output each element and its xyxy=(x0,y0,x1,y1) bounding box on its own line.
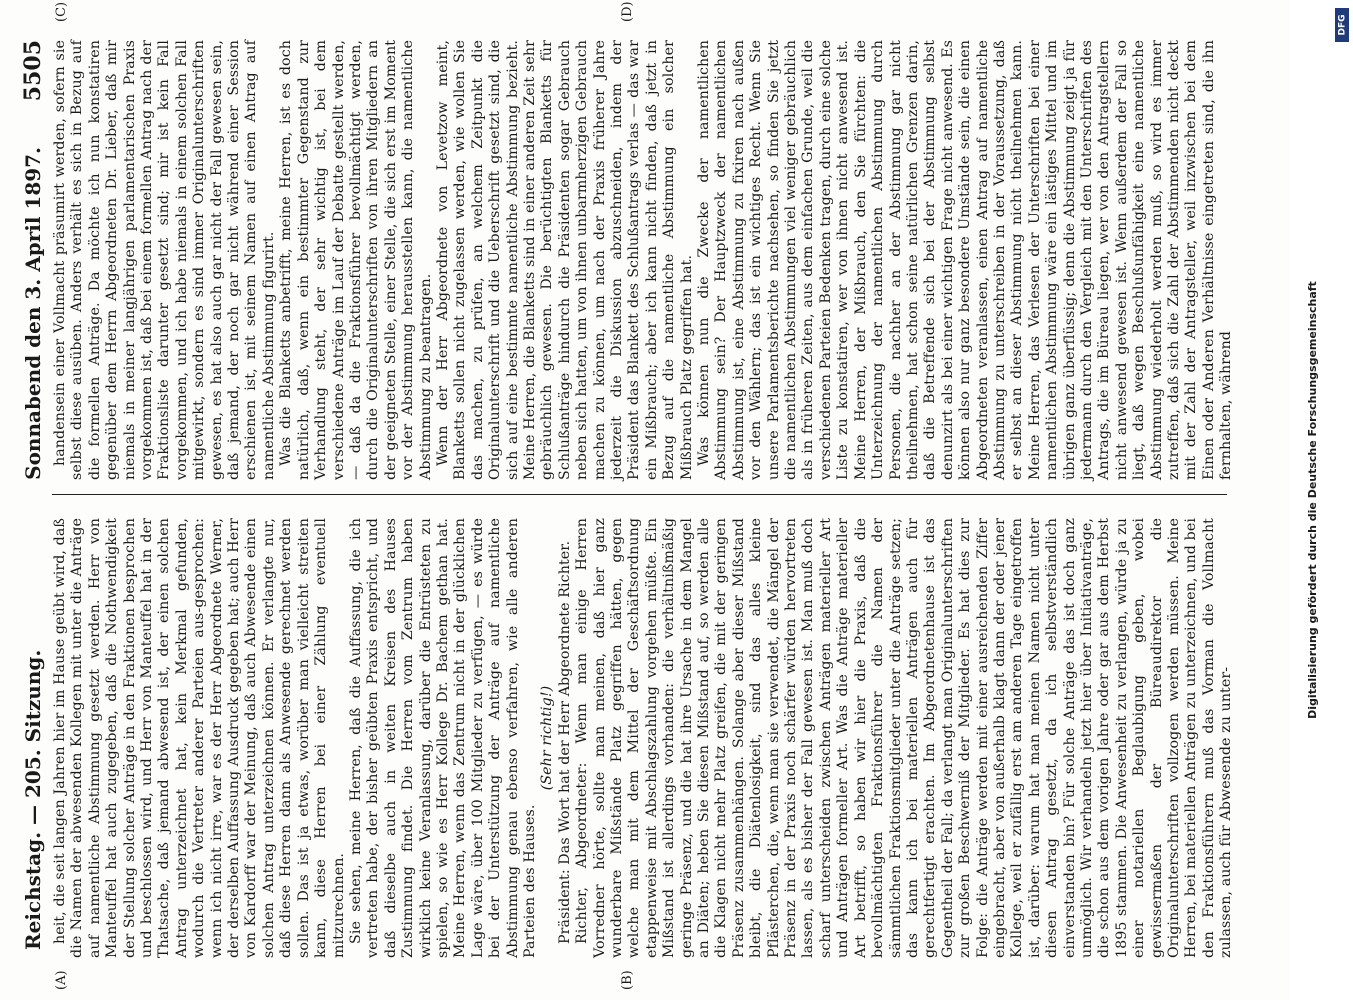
paragraph: Sie sehen, meine Herren, daß die Auffassung, die ich vertreten habe, der bisher geübten Praxis entspricht, und daß dieselbe auch in weiten Kreisen des Hauses Zustimmung findet. Die Herren vom Zentrum haben wirklich keine Veranlassung, darüber die Entrüsteten zu spielen, so wie es Herr Kollege Dr. Bachem gethan hat. Meine Herren, wenn das Zentrum nicht in der glücklichen Lage wäre, über 100 Mitglieder zu verfügen, — es würde bei der Unterstützung der Anträge auf namentliche Abstimmung genau ebenso verfahren, wie alle anderen Parteien des Hauses. xyxy=(347,518,538,958)
paragraph: heit, die seit langen Jahren hier im Hause geübt wird, daß die Namen der abwesenden Kollegen mit unter die Anträge auf namentliche Abstimmung gesetzt werden. Herr von Manteuffel hat auch zugegeben, daß die Nothwendigkeit der Stellung solcher Anträge in den Fraktionen besprochen und beschlossen wird, und Herr von Manteuffel hat in der Thatsache, daß jemand abwesend ist, der einen solchen Antrag unterzeichnet hat, kein Merkmal gefunden, wodurch die Vertreter anderer Parteien aus-gesprochen: wenn ich nicht irre, war es der Herr Abgeordnete Werner, der derselben Auffassung Ausdruck gegeben hat; auch Herr von Kardorff war der Meinung, daß auch Abwesende einen solchen Antrag unterzeichnen können. Er verlangte nur, daß diese Herren dann als Anwesende gerechnet werden sollen. Das ist ja etwas, worüber man vielleicht streiten kann, diese Herren bei einer Zählung eventuell mitzurechnen. xyxy=(52,518,347,958)
dfg-logo-text: DFG xyxy=(1337,14,1348,36)
paragraph: Präsident: Das Wort hat der Herr Abgeordnete Richter. xyxy=(556,540,573,944)
paragraph: Wenn der Herr Abgeordnete von Levetzow meint, Blanketts sollen nicht zugelassen werden, wie wollen Sie das machen, zu prüfen, an welchem Zeitpunkt die Originalunterschrift und die Ueberschrift gesetzt sind, die sich auf eine bestimmte namentliche Abstimmung bezieht. Meine Herren, die Blanketts sind in einer anderen Zeit sehr gebräuchlich gewesen. Die berüchtigten Blanketts für Schlußanträge hindurch die Präsidenten sogar Gebrauch neben sich hatten, um von ihnen unbarmherzigen Gebrauch machen zu können, um nach der Praxis früherer Jahre jederzeit die Diskussion abzuschneiden, indem der Präsident das Blankett des Schlußantrags verlas — das war ein Mißbrauch; aber ich kann nicht finden, daß jetzt in Bezug auf die namentliche Abstimmung ein solcher Mißbrauch Platz gegriffen hat. xyxy=(434,40,695,480)
interjection: (Sehr richtig!) xyxy=(539,685,556,791)
margin-marker-a: (A) xyxy=(54,970,69,990)
paragraph: Was die Blanketts anbetrifft, meine Herren, ist es doch natürlich, daß, wenn ein bestimmter Gegenstand zur Verhandlung steht, der sehr wichtig ist, bei dem verschiedene Anträge im Lauf der Debatte gestellt werden, — daß da die Fraktionsführer bevollmächtigt werden, durch die Originalunterschriften von ihren Mitgliedern an der geeigneten Stelle, einer Stelle, die sich erst im Moment vor der Abstimmung herausstellen kann, die namentliche Abstimmung zu beantragen. xyxy=(278,40,434,480)
header-date: Sonnabend den 3. April 1897. xyxy=(21,146,45,480)
paragraph: Richter, Abgeordneter: Wenn man einige Herren Vorredner hörte, sollte man meinen, daß hier ganz wunderbare Mißstände Platz gegriffen hätten, gegen welche man mit dem Mittel der Geschäftsordnung etappenweise mit Abschlagszahlung vorgehen müßte. Ein Mißstand ist allerdings vorhanden: die verhältnißmäßig geringe Präsenz, und die hat ihre Ursache in dem Mangel an Diäten; heben Sie diesen Mißstand auf, so werden alle die Klagen nicht mehr Platz greifen, die mit der geringen Präsenz zusammenhängen. Solange aber dieser Mißstand bleibt, die Diätenlosigkeit, sind das alles kleine Pflästerchen, die, wenn man sie verwendet, die Mängel der Präsenz in der Praxis noch schärfer würden hervortreten lassen, als es bisher der Fall gewesen ist. Man muß doch scharf unterscheiden zwischen Anträgen materieller Art und Anträgen formeller Art. Was die Anträge materieller Art betrifft, so haben wir hier die Praxis, daß die bevollmächtigten Fraktionsführer die Namen der sämmtlichen Fraktionsmitglieder unter die Anträge setzen; das kann ich bei materiellen Anträgen auch für gerechtfertigt erachten. Im Abgeordnetenhause ist das Gegentheil der Fall; da verlangt man Originalunterschriften zur großen Beschwerniß der Mitglieder. Es hat dies zur Folge: die Anträge werden mit einer ausreichenden Ziffer eingebracht, aber von außerhalb klagt dann der oder jener Kollege, weil er zufällig erst am anderen Tage eingetroffen ist, darüber: warum hat man meinen Namen nicht unter diesen Antrag gesetzt, da ich selbstverständlich einverstanden bin? Für solche Anträge das ist doch ganz unmöglich. Wir verhandeln jetzt hier über Initiativanträge, die schon aus dem vorigen Jahre oder gar aus dem Herbst 1895 stammen. Die Anwesenheit zu verlangen, würde ja zu einer notariellen Beglaubigung geben, wobei gewissermaßen der Büreaudirektor die Originalunterschriften vollzogen werden müssen. Meine Herren, bei materiellen Anträgen zu unterzeichnen, und bei den Fraktionsführern muß das Vorman die Vollmacht zulassen, auch für Abwesende zu unter- xyxy=(574,518,1235,958)
header-title: Reichstag. — 205. Sitzung. xyxy=(21,649,45,950)
margin-marker-d: (D) xyxy=(620,1,635,22)
margin-marker-c: (C) xyxy=(54,1,69,22)
right-column xyxy=(52,40,1235,480)
dfg-logo xyxy=(1335,8,1349,42)
digitization-note-text: Digitalisierung gefördert durch die Deutsche Forschungsgemeinschaft xyxy=(1306,281,1319,719)
page-number: 5505 xyxy=(20,39,46,102)
running-header xyxy=(18,40,48,950)
margin-marker-b: (B) xyxy=(620,970,635,990)
left-column xyxy=(52,518,1235,958)
paragraph: Was können nun die Zwecke der namentlichen Abstimmung sein? Der Hauptzweck der namentlichen Abstimmung ist, eine Abstimmung zu fixiren nach außen vor den Wählern; das ist ein wichtiges Recht. Wenn Sie unsere Parlamentsberichte nachsehen, so finden Sie jetzt die namentlichen Abstimmungen viel weniger gebräuchlich als in früheren Zeiten, aus dem einfachen Grunde, weil die verschiedenen Parteien Bedenken tragen, durch eine solche Liste zu konstatiren, wer von ihnen nicht anwesend ist. Meine Herren, der Mißbrauch, den Sie fürchten: die Unterzeichnung der namentlichen Abstimmung durch Personen, die nachher an der Abstimmung gar nicht theilnehmen, hat schon seine natürlichen Grenzen darin, daß die Betreffende sich bei der Abstimmung selbst denunzirt als bei einer wichtigen Frage nicht anwesend. Es können also nur ganz besondere Umstände sein, die einen Abgeordneten veranlassen, einen Antrag auf namentliche Abstimmung zu unterschreiben in der Voraussetzung, daß er selbst an dieser Abstimmung nicht theilnehmen kann. Meine Herren, das Verlesen der Unterschriften bei einer namentlichen Abstimmung wäre ein lästiges Mittel und im übrigen ganz überflüssig; denn die Abstimmung zeigt ja für jedermann durch den Vergleich mit den Unterschriften des Antrags, die im Büreau liegen, wer von den Antragstellern nicht anwesend gewesen ist. Wenn außerdem der Fall so liegt, daß wegen Beschlußunfähigkeit eine namentliche Abstimmung wiederholt werden muß, so wird es immer zutreffen, daß sich die Zahl der Abstimmenden nicht deckt mit der Zahl der Antragsteller, weil inzwischen bei dem Einen oder Anderen Verhältnisse eingetreten sind, die ihn fernhalten, während xyxy=(696,40,1235,480)
paragraph: handensein einer Vollmacht präsumirt werden, sofern sie selbst diese ausüben. Anders verhält es sich in Bezug auf die formellen Anträge. Da möchte ich nun konstatiren gegenüber dem Herrn Abgeordneten Dr. Lieber, daß mir niemals in meiner langjährigen parlamentarischen Praxis vorgekommen ist, daß bei einem formellen Antrag nach der Fraktionsliste darunter gesetzt sind; mir ist kein Fall vorgekommen, und ich habe niemals in einem solchen Fall mitgewirkt, sondern es sind immer Originalunterschriften gewesen, es hat also auch gar nicht der Fall gewesen sein, daß jemand, der noch gar nicht während einer Session erschienen ist, mit seinem Namen auf einen Antrag auf namentliche Abstimmung figurirt. xyxy=(52,40,277,480)
digitization-note xyxy=(1298,0,1328,1000)
column-divider xyxy=(52,494,1227,495)
